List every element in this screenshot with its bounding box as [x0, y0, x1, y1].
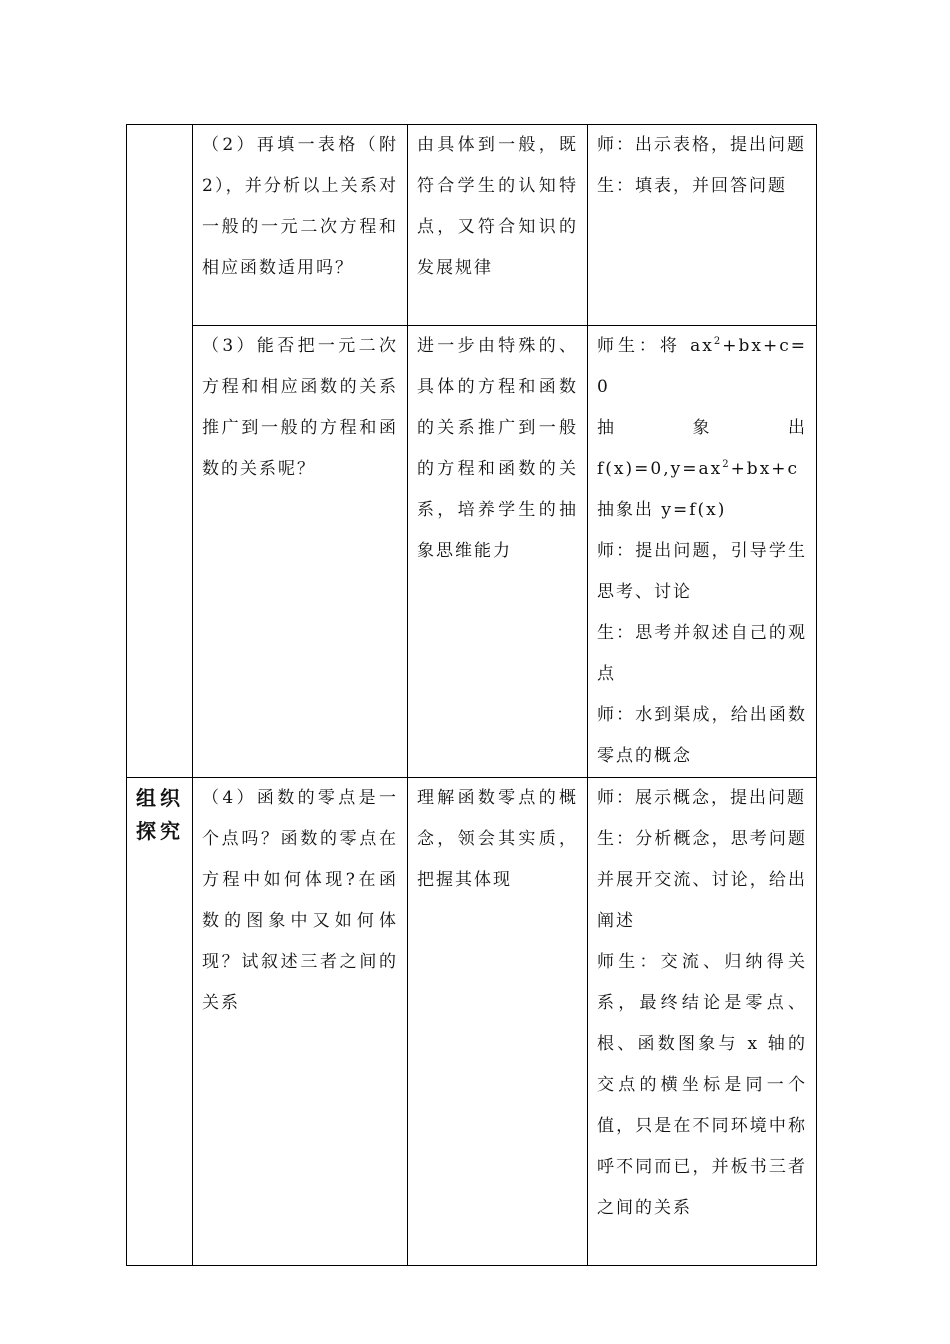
intent-cell: [408, 125, 588, 326]
intent-text: 进一步由特殊的、具体的方程和函数的关系推广到一般的方程和函数的关系，培养学生的抽象思维能力: [417, 336, 578, 561]
activity-line: 师：提出问题，引导学生思考、讨论: [597, 541, 807, 602]
stage-label: 组织探究: [136, 786, 184, 843]
formula-line: [597, 326, 807, 408]
activity-cell: [588, 778, 817, 1266]
stage-cell: [127, 778, 193, 1266]
activity-line: 生：填表，并回答问题: [597, 176, 787, 196]
table-row: [127, 778, 817, 1266]
activity-cell: [588, 125, 817, 326]
question-text: （2）再填一表格（附2），并分析以上关系对一般的一元二次方程和相应函数适用吗？: [202, 135, 398, 278]
activity-line: 师生：交流、归纳得关系，最终结论是零点、根、函数图象与 x 轴的交点的横坐标是同一个值，只是在不同环境中称呼不同而已，并板书三者之间的关系: [597, 952, 807, 1218]
question-cell: [193, 326, 408, 778]
intent-cell: [408, 326, 588, 778]
lesson-plan-table: [126, 124, 817, 1266]
activity-line: 师：水到渠成，给出函数零点的概念: [597, 705, 807, 766]
formula-word: 象: [692, 418, 712, 438]
stage-label: [127, 125, 192, 129]
formula-part: +bx+c 抽象出 y=f(x): [597, 459, 800, 520]
formula-part: 师生：将 ax: [597, 336, 714, 356]
intent-text: 理解函数零点的概念，领会其实质，把握其体现: [417, 788, 578, 890]
formula-part: +bx+c=0: [597, 336, 807, 397]
table-row: [127, 125, 817, 326]
activity-line: 师：展示概念，提出问题: [597, 788, 806, 808]
superscript: 2: [722, 459, 731, 470]
question-cell: [193, 125, 408, 326]
stage-cell: [127, 125, 193, 778]
superscript: 2: [713, 336, 723, 347]
question-text: （3）能否把一元二次方程和相应函数的关系推广到一般的方程和函数的关系呢？: [202, 336, 398, 479]
intent-cell: [408, 778, 588, 1266]
question-cell: [193, 778, 408, 1266]
table-row: [127, 326, 817, 778]
question-text: （4）函数的零点是一个点吗？函数的零点在方程中如何体现?在函数的图象中又如何体现？试叙述三者之间的关系: [202, 788, 398, 1013]
formula-part: f(x)=0,y=ax: [597, 459, 723, 479]
formula-word: 抽: [597, 418, 616, 438]
activity-line: 生：思考并叙述自己的观点: [597, 623, 807, 684]
formula-line: [597, 408, 807, 449]
activity-cell: [588, 326, 817, 778]
formula-word: 出: [788, 418, 807, 438]
formula-line: [597, 449, 807, 531]
activity-line: 师：出示表格，提出问题: [597, 135, 806, 155]
activity-line: 生：分析概念，思考问题并展开交流、讨论，给出阐述: [597, 829, 807, 931]
intent-text: 由具体到一般，既符合学生的认知特点，又符合知识的发展规律: [417, 135, 578, 278]
